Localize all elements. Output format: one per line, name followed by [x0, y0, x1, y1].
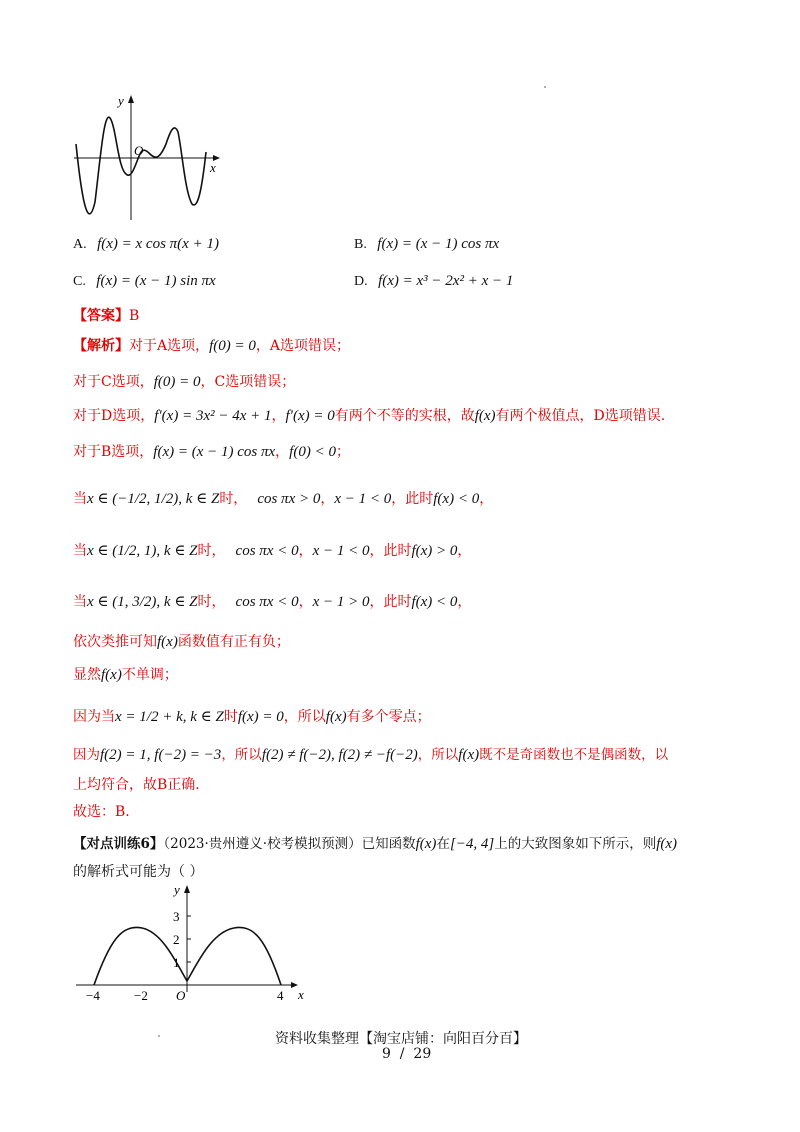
math: f(x) = (x − 1) cos πx [153, 444, 276, 460]
option-c-formula: f(x) = (x − 1) sin πx [96, 273, 216, 289]
option-a-label: A. [73, 237, 87, 252]
analysis-line-8 [73, 746, 668, 764]
text: 函数值有正有负； [177, 634, 290, 650]
math: f(x) [656, 836, 678, 852]
graph-1-origin: O [134, 143, 144, 158]
text: 上的大致图象如下所示，则 [494, 836, 657, 852]
text: ， [298, 594, 313, 610]
text: 在 [436, 836, 450, 852]
graph-2-y-label: y [174, 882, 180, 897]
text: ，所以 [283, 709, 326, 725]
text: 因为当 [73, 709, 115, 725]
text: 上均符合，故B正确. [73, 777, 200, 793]
decor-dot [544, 86, 546, 88]
option-d-label: D. [354, 274, 368, 289]
graph-1-y-label: y [118, 93, 124, 108]
analysis-case-2 [73, 542, 471, 560]
graph-2-origin: O [176, 988, 186, 1003]
text: 当 [73, 543, 87, 559]
exercise-tag: 【对点训练6】 [73, 836, 164, 852]
analysis-line-6 [73, 666, 178, 684]
math: x = 1/2 + k, k ∈ Z [115, 709, 224, 725]
math: f′(x) = 0 [285, 408, 335, 424]
math: f(0) < 0 [289, 444, 336, 460]
text: ， [271, 408, 286, 424]
text: 对于D选项， [73, 408, 155, 424]
math: f(x) [474, 408, 496, 424]
curve-1 [76, 117, 206, 214]
math: f(x) < 0 [411, 594, 458, 610]
math: x − 1 > 0 [312, 594, 370, 610]
analysis-line-9 [73, 776, 200, 794]
answer-tag: 【答案】 [73, 308, 129, 324]
analysis-line-3 [73, 407, 665, 425]
text: 依次类推可知 [73, 634, 157, 650]
decor-dot [158, 1035, 160, 1037]
text: ，此时 [369, 594, 412, 610]
text: （2023·贵州遵义·校考模拟预测）已知函数 [163, 836, 416, 852]
math: f(0) = 0 [209, 338, 256, 354]
math: f(2) = 1, f(−2) = −3 [100, 747, 222, 763]
text: 时， [197, 543, 226, 559]
analysis-conclusion [73, 803, 130, 821]
math: x ∈ (1, 3/2), k ∈ Z [87, 594, 198, 610]
math: cos πx > 0 [257, 491, 321, 507]
answer-line [73, 307, 139, 325]
text: 时， [197, 594, 226, 610]
analysis-line-7 [73, 708, 431, 726]
text: 故选：B. [73, 804, 130, 820]
text: ， [457, 594, 472, 610]
option-a-formula: f(x) = x cos π(x + 1) [97, 236, 219, 252]
text: 有两个极值点，D选项错误. [495, 408, 666, 424]
x-tick-label-neg2: −2 [134, 988, 148, 1003]
page-number: 9 / 29 [382, 1046, 432, 1062]
option-b-label: B. [354, 237, 367, 252]
text: 对于C选项， [73, 374, 154, 390]
text: 对于B选项， [73, 444, 154, 460]
y-axis-arrow [128, 95, 134, 103]
math: f(x) [325, 709, 347, 725]
math: x − 1 < 0 [312, 543, 370, 559]
option-b-formula: f(x) = (x − 1) cos πx [377, 236, 500, 252]
text: ，此时 [391, 491, 434, 507]
text: ，此时 [369, 543, 412, 559]
text: 时 [223, 709, 238, 725]
text: 对于A选项， [129, 338, 210, 354]
x-tick-label-neg4: −4 [86, 988, 100, 1003]
analysis-case-1 [73, 490, 493, 508]
analysis-tag: 【解析】 [73, 338, 129, 354]
exercise-line-1 [73, 835, 677, 853]
option-a[interactable] [73, 235, 219, 254]
math: x ∈ (−1/2, 1/2), k ∈ Z [87, 491, 220, 507]
text: 当 [73, 491, 87, 507]
text: ， [298, 543, 313, 559]
text: ，所以 [221, 747, 262, 763]
math: [−4, 4] [449, 836, 495, 852]
text: ，所以 [417, 747, 459, 763]
text: 当 [73, 594, 87, 610]
text: 显然 [73, 667, 101, 683]
option-d[interactable] [354, 272, 513, 291]
text: ， [275, 444, 290, 460]
math: f(2) ≠ f(−2), f(2) ≠ −f(−2) [261, 747, 418, 763]
analysis-line-4 [73, 443, 350, 461]
y-axis-arrow [184, 885, 190, 893]
text: ，A选项错误； [255, 338, 351, 354]
option-b[interactable] [354, 235, 499, 254]
graph-2 [70, 882, 315, 1004]
answer-value: B [129, 308, 140, 324]
x-tick-label-4: 4 [277, 988, 284, 1003]
text: 时， [219, 491, 248, 507]
text: 因为 [73, 747, 100, 763]
option-c[interactable] [73, 272, 216, 291]
math: f(x) [157, 634, 178, 650]
math: cos πx < 0 [235, 594, 299, 610]
analysis-line-2 [73, 373, 295, 391]
text: 不单调； [121, 667, 178, 683]
graph-1 [70, 92, 230, 224]
analysis-case-3 [73, 593, 471, 611]
math: x ∈ (1/2, 1), k ∈ Z [87, 543, 198, 559]
math: f(x) > 0 [411, 543, 458, 559]
math: f(0) = 0 [153, 374, 201, 390]
math: f(x) [415, 836, 437, 852]
text: ，C选项错误； [200, 374, 296, 390]
text: ， [457, 543, 472, 559]
text: ， [320, 491, 335, 507]
graph-2-x-label: x [298, 987, 304, 1002]
math: x − 1 < 0 [334, 491, 392, 507]
text: 有多个零点； [346, 709, 431, 725]
graph-1-x-label: x [210, 160, 216, 175]
y-tick-label-1: 1 [173, 955, 180, 970]
option-c-label: C. [73, 274, 86, 289]
math: cos πx < 0 [235, 543, 299, 559]
option-d-formula: f(x) = x³ − 2x² + x − 1 [378, 273, 514, 289]
y-tick-label-2: 2 [173, 932, 180, 947]
math: f(x) [101, 667, 122, 683]
analysis-line-5 [73, 633, 290, 651]
analysis-line-1 [73, 337, 350, 355]
text: ， [479, 491, 494, 507]
math: f(x) [458, 747, 480, 763]
text: 既不是奇函数也不是偶函数，以 [479, 747, 669, 763]
x-axis-arrow [291, 982, 298, 988]
exercise-line-2 [73, 863, 203, 881]
math: f(x) < 0 [433, 491, 480, 507]
text: 的解析式可能为（ ） [73, 864, 204, 880]
text: ； [335, 444, 350, 460]
math: f(x) = 0 [237, 709, 284, 725]
math: f′(x) = 3x² − 4x + 1 [154, 408, 272, 424]
y-tick-label-3: 3 [173, 909, 180, 924]
footer-note: 资料收集整理【淘宝店铺：向阳百分百】 [275, 1031, 527, 1047]
text: 有两个不等的实根，故 [334, 408, 475, 424]
